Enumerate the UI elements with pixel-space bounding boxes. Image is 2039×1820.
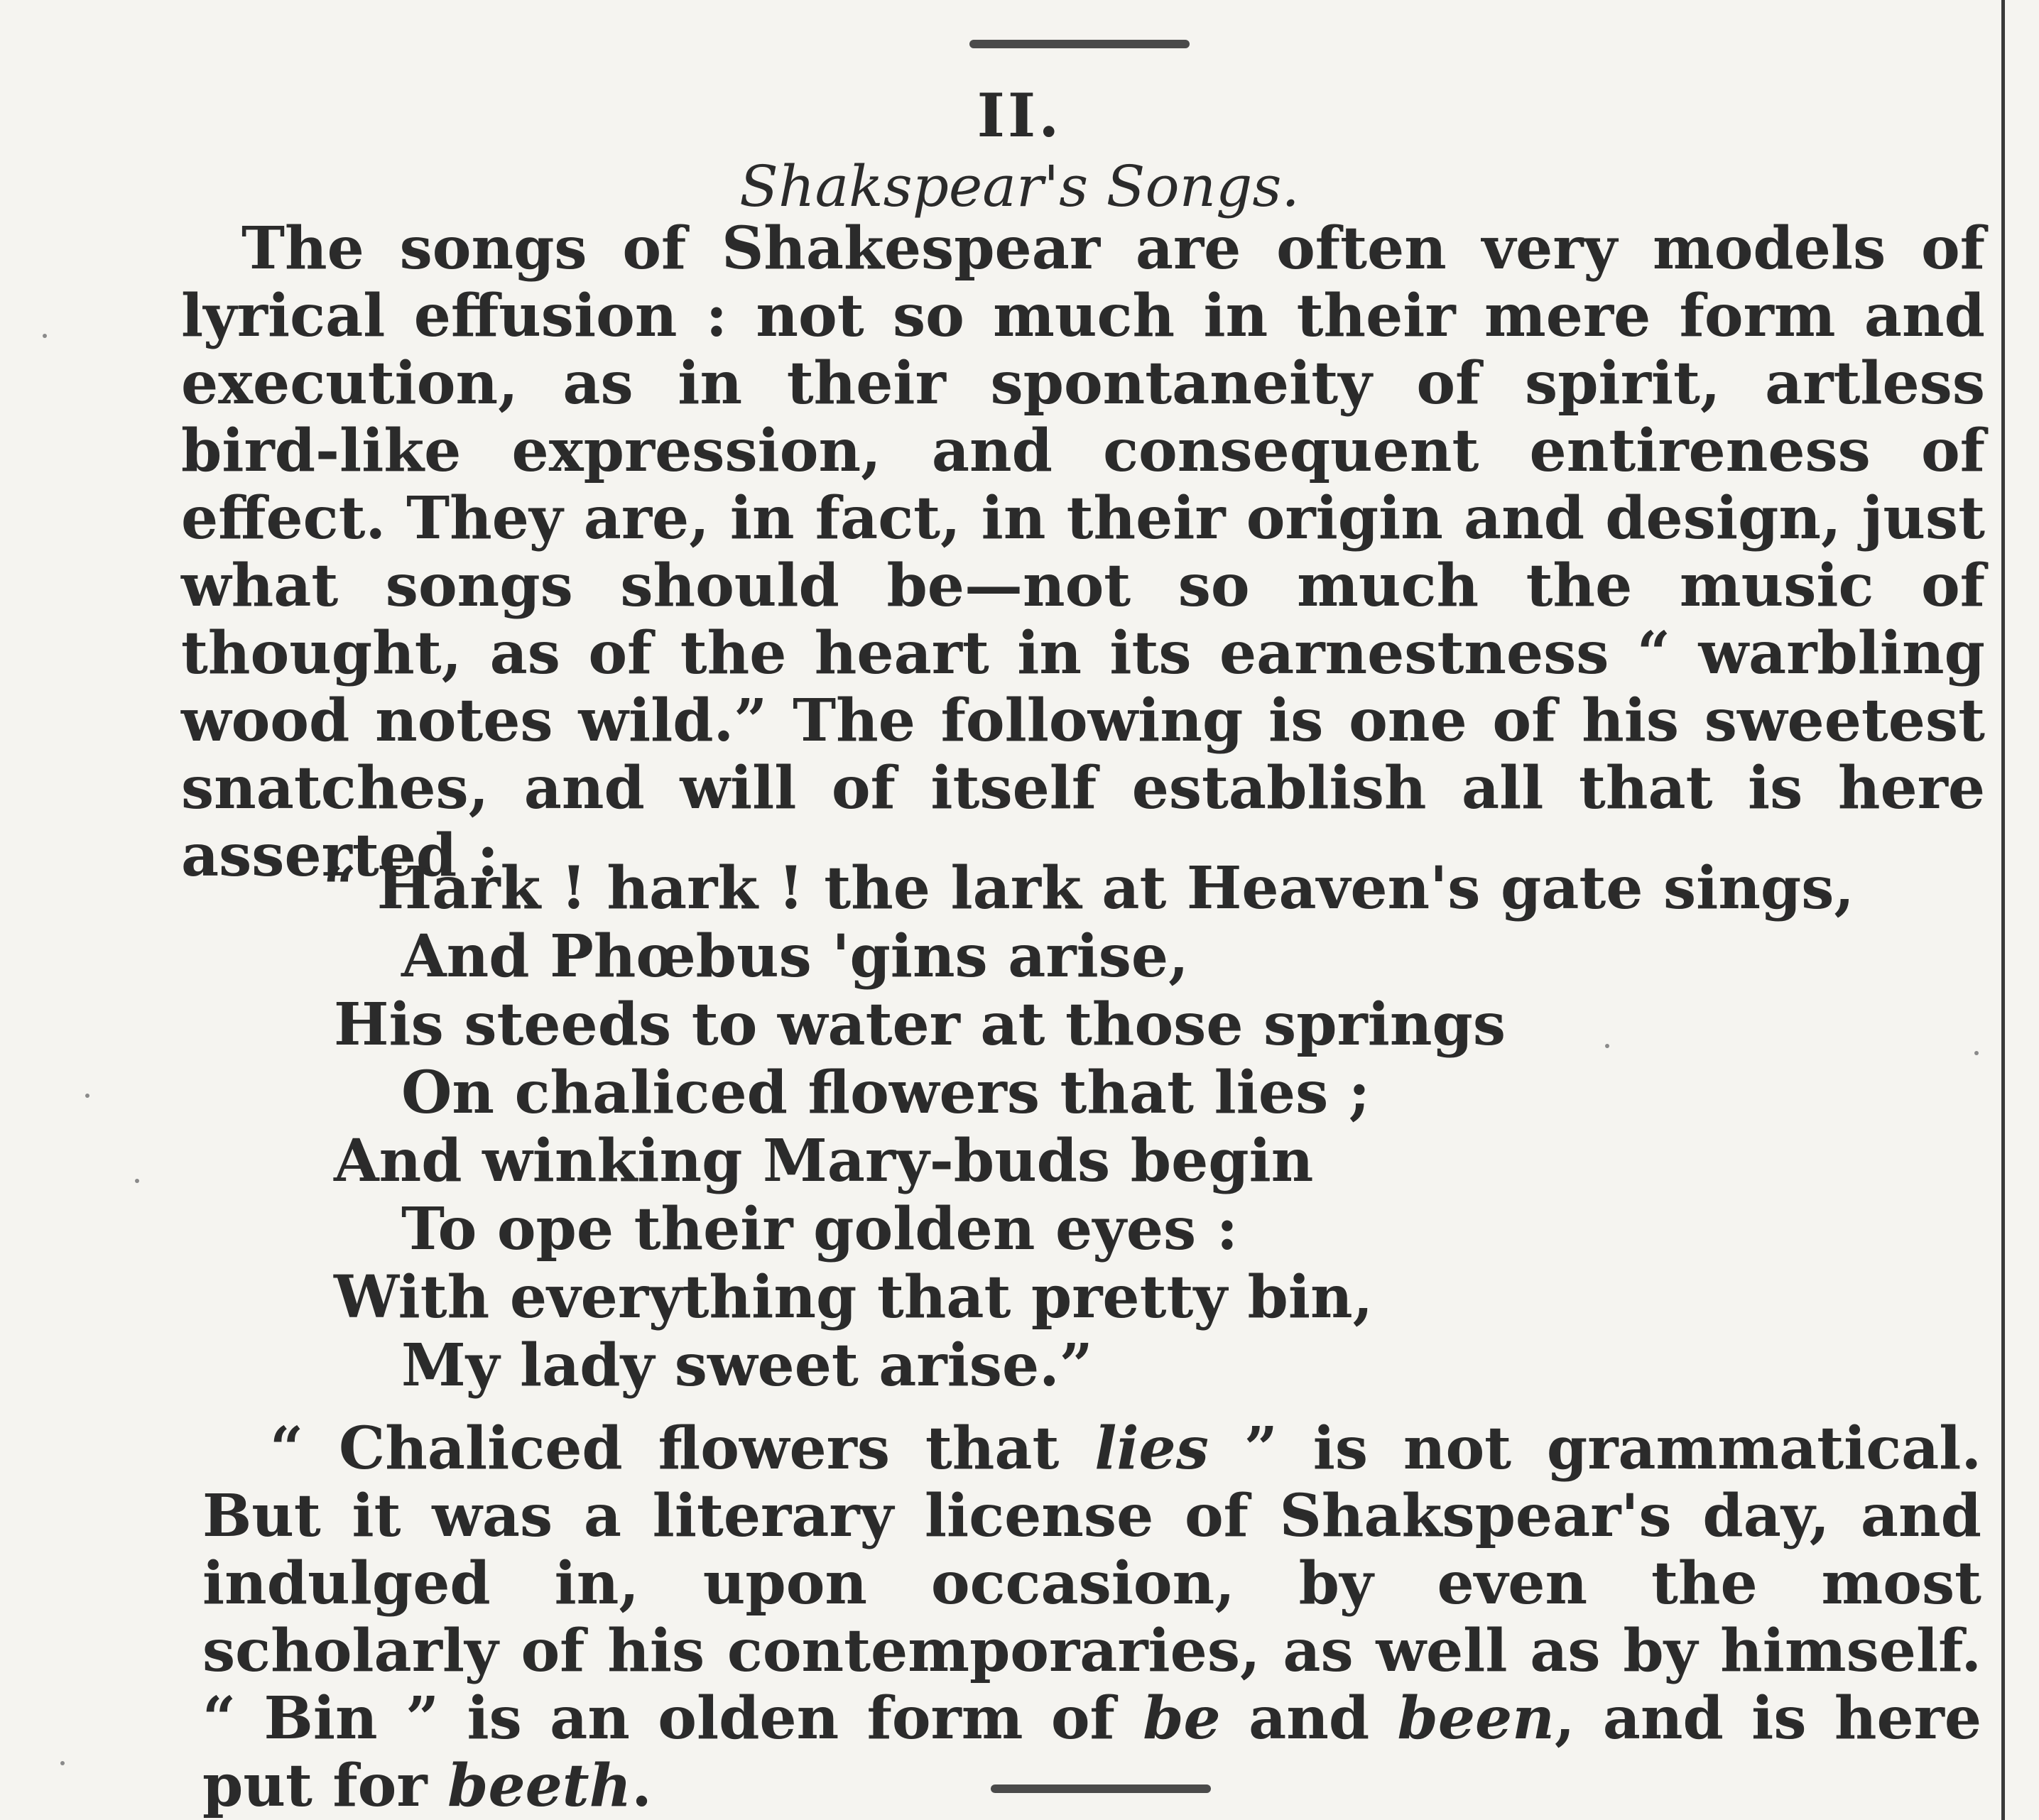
poem-line: “ Hark ! hark ! the lark at Heaven's gate sings, [323,854,1854,922]
commentary-text: “ Chaliced flowers that [270,1415,1095,1483]
commentary-text: and [1220,1684,1398,1753]
commentary-text: ” is not grammatical. But it was a literary license of Shakspear's day, and indulged in, upon occasion, by even the most scholarly of his contemporaries, as well as by himself. “ Bin ” is an olden form of [202,1415,1981,1753]
poem-block [323,854,1896,1400]
paper-speck [60,1761,65,1765]
paper-speck [1605,1044,1609,1048]
italic-word: been [1397,1684,1555,1753]
commentary-paragraph [202,1415,1981,1820]
poem-line: My lady sweet arise.” [401,1331,1093,1400]
paper-speck [1974,1051,1979,1055]
intro-paragraph: The songs of Shakespear are often very models of lyrical effusion : not so much in their mere form and execution, as in their spontaneity of spirit, artless bird-like expression, and consequent entireness of effect. They are, in fact, in their origin and design, just what songs should be—not so much the music of thought, as of the heart in its earnestness “ warbling wood notes wild.” The following is one of his sweetest snatches, and will of itself establish all that is here asserted : [181,214,1985,890]
section-numeral: II. [977,80,1062,151]
column-rule [2001,0,2005,1820]
commentary-text: . [631,1752,652,1820]
poem-line: To ope their golden eyes : [401,1195,1238,1263]
poem-line: And Phœbus 'gins arise, [401,922,1189,991]
poem-line: On chaliced flowers that lies ; [401,1059,1371,1127]
paper-speck [135,1179,139,1183]
italic-word: beeth [447,1752,632,1820]
poem-line: His steeds to water at those springs [334,991,1506,1059]
poem-line: And winking Mary-buds begin [334,1127,1314,1195]
poem-line: With everything that pretty bin, [334,1263,1374,1331]
paper-speck [85,1094,89,1098]
commentary-text: , and is here put for [202,1684,1982,1820]
italic-word: be [1143,1684,1221,1753]
italic-word: lies [1094,1415,1209,1483]
paper-speck [43,334,47,338]
article-heading: Shakspear's Songs. [739,153,1300,219]
top-divider-rule [969,40,1190,48]
bottom-divider-rule [991,1784,1211,1793]
